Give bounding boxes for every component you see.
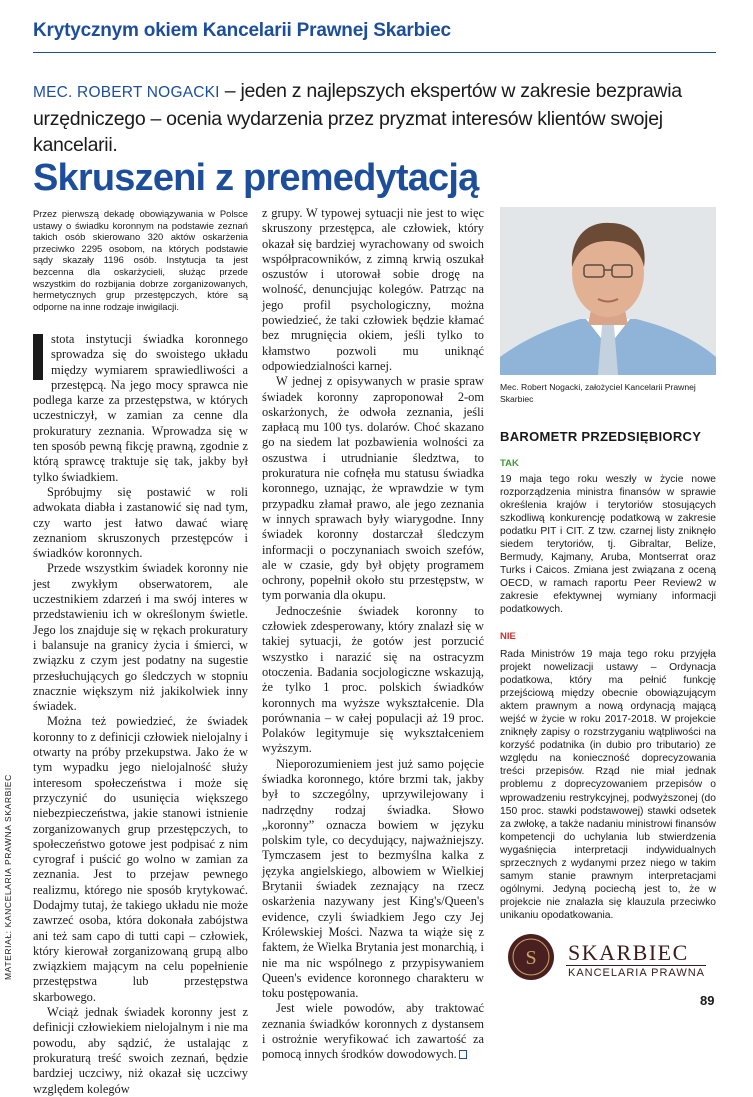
vertical-credit: MATERIAŁ: KANCELARIA PRAWNA SKARBIEC [3,774,13,980]
paragraph-4: Można też powiedzieć, że świadek koronny to z definicji człowiek nielojalny i otwarty na próby przekupstwa. Jako że w tym wypadku jego nielojalność służy interesom społeczeństwa i może się przyczynić do usunięcia większego niebezpieczeństwa, jakie stanowi istnienie zorganizowanych grup przestępczych, to społeczeństwo gotowe jest podpisać z nim cyrograf i puścić go wolno w zamian za zeznania. Jest to przejaw pewnego realizmu, którego nie sposób krytykować. Dodajmy tutaj, że takiego układu nie może zawrzeć osoba, która dokonała zabójstwa ani też sam capo di tutti capi – człowiek, który kierował zorganizowaną grupą albo związkiem mającym na celu popełnienie przestępstwa lub przestępstwa skarbowego. [33,714,248,1004]
sidebar-title: BAROMETR PRZEDSIĘBIORCY [500,429,702,444]
page-number: 89 [700,993,715,1008]
section-title: Krytycznym okiem Kancelarii Prawnej Skarbiec [33,20,451,41]
section-divider [33,52,716,53]
lead-paragraph [33,78,723,158]
paragraph-7: W jednej z opisywanych w prasie spraw świadek koronny zaproponował 2-om oskarżonych, że odwoła zeznania, jeśli zapłacą mu 100 tys. dolarów. Choć skazano go na siedem lat pozbawienia wolności za oszustwa i utrudnianie śledztwa, to prokuratura nie cofnęła mu statusu świadka koronnego, uznając, że wprawdzie w tym przypadku złamał prawo, ale jego zeznania w innych sprawach były wiarygodne. Inny świadek koronny dostarczał śledczym informacji o poczynaniach swoich szefów, ale w czasie, gdy był objęty programem ochrony, popełnił około stu przestępstw, w tym porwania dla okupu. [262,374,484,603]
dropcap-letter [33,334,43,380]
logo-divider [566,965,706,966]
lead-author-name: MEC. ROBERT NOGACKI [33,84,220,101]
article-headline: Skruszeni z premedytacją [33,157,479,199]
article-intro: Przez pierwszą dekadę obowiązywania w Polsce ustawy o świadku koronnym na podstawie zeznań takich osób skierowano 320 aktów oskarżenia przeciwko 2295 osobom, na których podstawie sądy skazały 1196 osób. Instytucja ta jest bezcenna dla oskarżycieli, służąc przede wszystkim do rozbijania dobrze zorganizowanych, hermetycznych grup przestępczych, które są odporne na inne rodzaje inwigilacji. [33,208,248,312]
author-photo [500,207,716,375]
article-column-1 [33,332,248,1097]
article-column-2 [262,206,484,1063]
paragraph-5: Wciąż jednak świadek koronny jest z definicji człowiekiem nielojalnym i nie ma powodu, aby sądzić, że ustalając z prokuraturą treść swoich zeznań, będzie bardziej uczciwy, niż okazał się uczciwy względem kolegów [33,1005,248,1096]
paragraph-2: Spróbujmy się postawić w roli adwokata diabła i zastanowić się nad tym, czy warto jest łatwo dawać wiarę zeznaniom skruszonych przestępców i świadków koronnych. [33,484,248,561]
paragraph-8: Jednocześnie świadek koronny to człowiek zdesperowany, który znalazł się w takiej sytuacji, że gotów jest porzucić wszystko i narazić się na ostracyzm otoczenia. Badania socjologiczne wskazują, że tylko 1 proc. polskich świadków koronnych ma wyższe wykształcenie. Dla porównania – w całej populacji aż 19 proc. Polaków legitymuje się wykształceniem wyższym. [262,603,484,756]
photo-caption: Mec. Robert Nogacki, założyciel Kancelarii Prawnej Skarbiec [500,382,696,404]
skarbiec-seal-icon [506,932,566,982]
paragraph-3: Przede wszystkim świadek koronny nie jest zwykłym obserwatorem, ale uczestnikiem zdarzeń i ma swój interes w przedstawieniu ich w określonym świetle. Jego los znajduje się w rękach prokuratury i balansuje na granicy życia i śmierci, w związku z czym jest podatny na sugestie przesłuchujących go śledczych w stopniu znacznie większym niż jakikolwiek inny świadek. [33,561,248,714]
paragraph-9: Nieporozumieniem jest już samo pojęcie świadka koronnego, które brzmi tak, jakby był to szczególny, uprzywilejowany i nadrzędny rodzaj świadka. Słowo „koronny” oznacza bowiem w języku polskim tyle, co decydujący, najważniejszy. Tymczasem jest to bezmyślna kalka z języka angielskiego, albowiem w Wielkiej Brytanii świadek zeznający na rzecz oskarżenia nazywany jest King's/Queen's evidence, czyli świadkiem Jego czy Jej Królewskiej Mości. Nazwa ta wiąże się z faktem, że Wielka Brytania jest monarchią, i nie ma nic wspólnego z przypisywaniem Queen's evidence koronnego charakteru w toku postępowania. [262,756,484,1001]
end-of-article-mark [459,1050,467,1059]
paragraph-6: z grupy. W typowej sytuacji nie jest to więc skruszony przestępca, ale człowiek, który okazał się bardziej wyrachowany od swoich współpracowników, z zimną krwią oszukał oszustów i utorował sobie drogę na wolność, denuncjując kolegów. Patrząc na jego profil psychologiczny, można powiedzieć, że taki człowiek będzie kłamać bez mrugnięcia okiem, jeśli tylko to kłamstwo pozwoli mu uniknąć odpowiedzialności karnej. [262,206,484,373]
sidebar-tak-text: 19 maja tego roku weszły w życie nowe rozporządzenia ministra finansów w sprawie określenia krajów i terytoriów stosujących szkodliwą konkurencję podatkową w zakresie podatku PIT i CIT. Z tzw. czarnej listy zniknęło siedem terytoriów, tj. Gibraltar, Belize, Bermudy, Kajmany, Aruba, Montserrat oraz Turks i Caicos. Zmiana jest związana z oceną OECD, w ramach raportu Peer Review2 w zakresie efektywnej wymiany informacji podatkowych. [500,474,716,616]
paragraph-1: stota instytucji świadka koronnego sprowadza się do swoistego układu między wymiarem sprawiedliwości a przestępcą. Na jego mocy sprawca nie podlega karze za przestępstwa, w których uczestniczył, w zamian za cenne dla prokuratury zeznania. Wprowadza się w ten sposób pewną fikcję prawną, zgodnie z którą sprawcę traktuje się tak, jakby był tylko świadkiem. [33,332,248,484]
paragraph-10: Jest wiele powodów, aby traktować zeznania świadków koronnych z dystansem i ostrożnie weryfikować ich zawartość za pomocą innych środków dowodowych. [262,1001,484,1062]
svg-text:S: S [525,947,537,969]
logo-subtitle: KANCELARIA PRAWNA [568,967,706,979]
sidebar-nie-text: Rada Ministrów 19 maja tego roku przyjęła projekt nowelizacji ustawy – Ordynacja podatkowa, który ma pełnić funkcję przejściową między obecnie obowiązującym aktem prawnym a nową ordynacją mającą wejść w życie w roku 2017-2018. W projekcie zniknęły zapisy o rozstrzyganiu wątpliwości na korzyść podatnika (in dubio pro tributario) ze względu na konieczność doprecyzowania treści przepisów. Rząd nie miał jednak problemu z doprecyzowaniem przepisów o wprowadzeniu restrykcyjnej, podwyższonej (do 150 proc. stawki podstawowej) stawki odsetek za zwłokę, a także nadaniu ministrowi finansów kompetencji do uchylania lub stwierdzenia wygaśnięcia interpretacji indywidualnych sprzecznych z wydanymi przez niego w takim samym stanie prawnym interpretacjami ogólnymi. Jedyną pociechą jest to, że w projekcie nie znalazła się klauzula przeciwko unikaniu opodatkowania. [500,649,716,921]
sidebar-tak-label: TAK [500,458,519,469]
lead-text: – jeden z najlepszych ekspertów w zakresie bezprawia urzędniczego – ocenia wydarzenia przez pryzmat interesów klientów swojej kancelarii. [33,80,682,156]
logo-name: SKARBIEC [568,940,689,965]
portrait-illustration [500,207,716,375]
sidebar-nie-label: NIE [500,631,516,642]
